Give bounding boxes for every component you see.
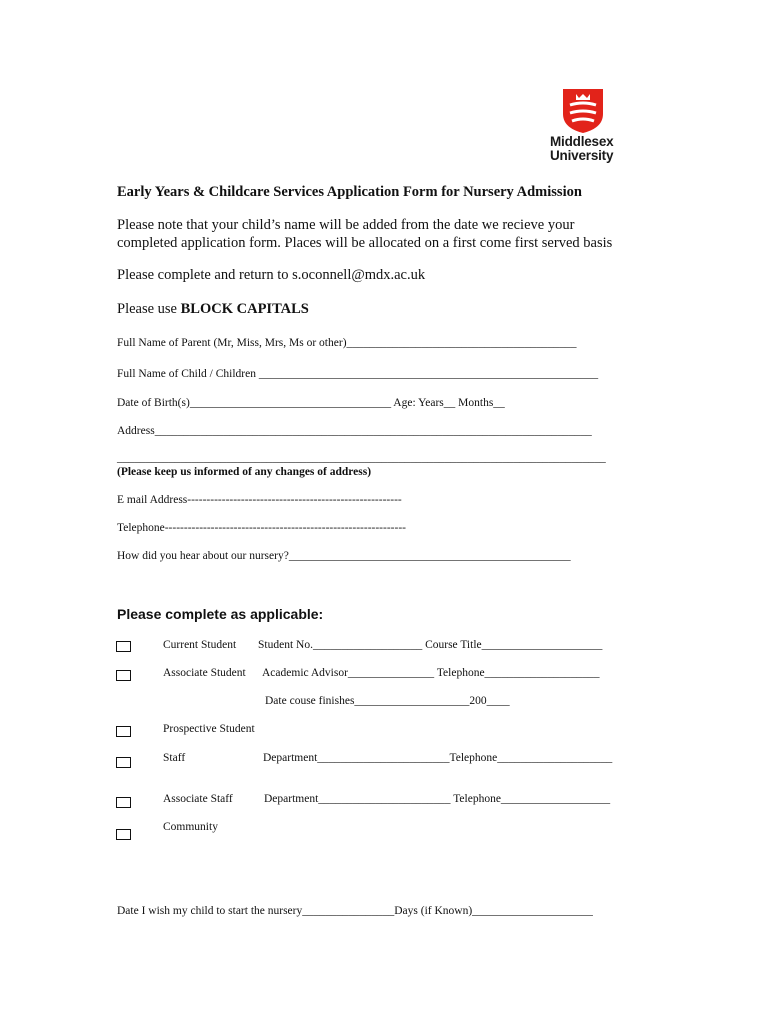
email-field[interactable]: E mail Address-------------------------------------------------------- bbox=[117, 494, 402, 506]
current-student-checkbox[interactable] bbox=[116, 641, 131, 652]
parent-name-field[interactable]: Full Name of Parent (Mr, Miss, Mrs, Ms or other)________________________________________ bbox=[117, 337, 577, 349]
block-capitals-prefix: Please use bbox=[117, 301, 181, 317]
associate-staff-department-field[interactable]: Department_______________________ Telephone___________________ bbox=[264, 793, 611, 805]
note-line1: Please note that your child’s name will be added from the date we recieve your bbox=[117, 217, 575, 233]
prospective-student-label: Prospective Student bbox=[163, 723, 255, 735]
prospective-student-checkbox[interactable] bbox=[116, 726, 131, 737]
logo-wordmark bbox=[550, 135, 613, 163]
block-capitals-text: BLOCK CAPITALS bbox=[180, 301, 309, 317]
university-logo bbox=[550, 88, 620, 168]
start-date-field[interactable]: Date I wish my child to start the nursery________________Days (if Known)_____________________ bbox=[117, 905, 593, 917]
associate-student-label: Associate Student bbox=[163, 667, 246, 679]
staff-label: Staff bbox=[163, 752, 186, 764]
shield-crest-icon bbox=[562, 88, 604, 134]
applicable-heading: Please complete as applicable: bbox=[117, 606, 324, 622]
staff-department-field[interactable]: Department_______________________Telephone____________________ bbox=[263, 752, 613, 764]
note-line2: completed application form. Places will be allocated on a first come first served basis bbox=[117, 235, 613, 251]
address-field-line2[interactable]: _____________________________________________________________________________________ bbox=[117, 452, 606, 464]
return-instructions: Please complete and return to s.oconnell@mdx.ac.uk bbox=[117, 267, 426, 283]
staff-checkbox[interactable] bbox=[116, 757, 131, 768]
date-of-birth-field[interactable]: Date of Birth(s)___________________________________ Age: Years__ Months__ bbox=[117, 397, 505, 409]
logo-line1: Middlesex bbox=[550, 134, 614, 149]
address-field-line1[interactable]: Address____________________________________________________________________________ bbox=[117, 425, 592, 437]
address-change-note: (Please keep us informed of any changes of address) bbox=[117, 466, 372, 478]
student-number-field[interactable]: Student No.___________________ Course Title_____________________ bbox=[258, 639, 603, 651]
associate-student-checkbox[interactable] bbox=[116, 670, 131, 681]
associate-staff-checkbox[interactable] bbox=[116, 797, 131, 808]
academic-advisor-field[interactable]: Academic Advisor_______________ Telephone____________________ bbox=[262, 667, 600, 679]
telephone-field[interactable]: Telephone--------------------------------------------------------------- bbox=[117, 522, 406, 534]
heard-about-field[interactable]: How did you hear about our nursery?_________________________________________________ bbox=[117, 550, 571, 562]
current-student-label: Current Student bbox=[163, 639, 237, 651]
block-capitals-note bbox=[117, 301, 309, 318]
form-title: Early Years & Childcare Services Application Form for Nursery Admission bbox=[117, 184, 582, 200]
community-label: Community bbox=[163, 821, 218, 833]
course-finish-date-field[interactable]: Date couse finishes____________________200____ bbox=[265, 695, 510, 707]
logo-line2: University bbox=[550, 148, 614, 163]
associate-staff-label: Associate Staff bbox=[163, 793, 233, 805]
child-name-field[interactable]: Full Name of Child / Children ___________________________________________________________ bbox=[117, 368, 599, 380]
community-checkbox[interactable] bbox=[116, 829, 131, 840]
